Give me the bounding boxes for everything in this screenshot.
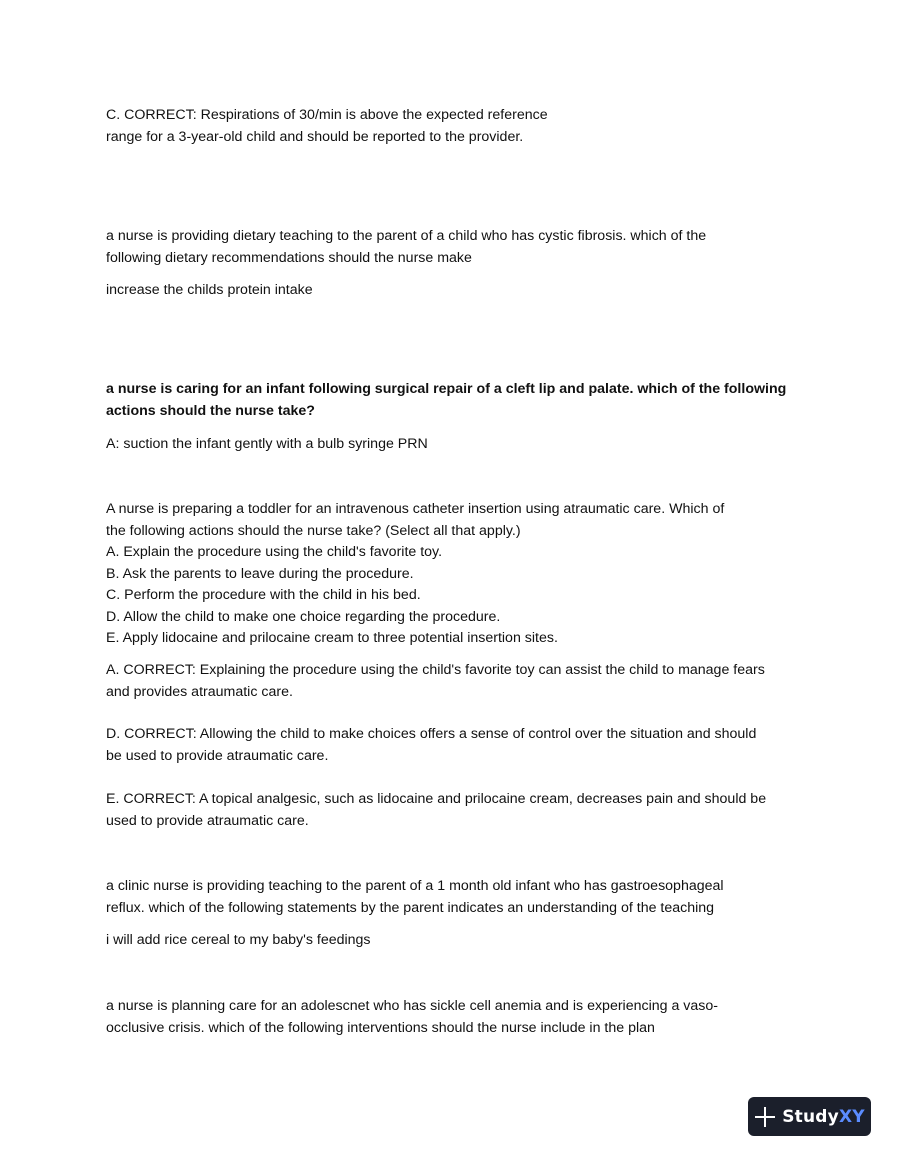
rationale-a	[106, 660, 796, 703]
question-atraumatic-care	[106, 499, 796, 650]
text-line: a nurse is caring for an infant following surgical repair of a cleft lip and palate. which of the following	[106, 381, 787, 397]
question-cystic-fibrosis	[106, 226, 796, 269]
logo-text-accent: XY	[838, 1106, 865, 1127]
text-line: following dietary recommendations should the nurse make	[106, 249, 472, 266]
text-line: A. CORRECT: Explaining the procedure using the child's favorite toy can assist the child to manage fears	[106, 662, 765, 678]
option-c: C. Perform the procedure with the child in his bed.	[106, 587, 421, 603]
text-line: the following actions should the nurse take? (Select all that apply.)	[106, 522, 521, 539]
option-a: A. Explain the procedure using the child's favorite toy.	[106, 544, 443, 560]
answer-cleft-lip	[106, 434, 796, 456]
answer-rationale-respirations	[106, 105, 796, 148]
rationale-d	[106, 724, 796, 767]
text-line: D. CORRECT: Allowing the child to make choices offers a sense of control over the situation and should	[106, 726, 757, 742]
text-line: and provides atraumatic care.	[106, 683, 293, 700]
option-e: E. Apply lidocaine and prilocaine cream to three potential insertion sites.	[106, 630, 558, 646]
option-d: D. Allow the child to make one choice regarding the procedure.	[106, 608, 501, 625]
logo-text-main: Study	[782, 1106, 839, 1127]
text-line: a nurse is providing dietary teaching to the parent of a child who has cystic fibrosis. which of the	[106, 228, 707, 244]
question-cleft-lip	[106, 379, 796, 422]
question-sickle-cell	[106, 996, 796, 1039]
text-line: range for a 3-year-old child and should be reported to the provider.	[106, 128, 524, 145]
text-line: actions should the nurse take?	[106, 402, 315, 419]
text-line: C. CORRECT: Respirations of 30/min is above the expected reference	[106, 107, 548, 123]
text-line: used to provide atraumatic care.	[106, 812, 309, 829]
text-line: a nurse is planning care for an adolescnet who has sickle cell anemia and is experiencing a vaso-	[106, 998, 718, 1014]
plus-icon	[754, 1106, 776, 1128]
text-line: A nurse is preparing a toddler for an intravenous catheter insertion using atraumatic care. Which of	[106, 501, 725, 517]
text-line: i will add rice cereal to my baby's feedings	[106, 932, 371, 948]
answer-reflux	[106, 930, 796, 952]
text-line: A: suction the infant gently with a bulb syringe PRN	[106, 436, 428, 452]
studyxy-logo[interactable]	[748, 1097, 871, 1136]
logo-text	[782, 1107, 865, 1127]
text-line: a clinic nurse is providing teaching to the parent of a 1 month old infant who has gastroesophageal	[106, 878, 724, 894]
answer-cystic-fibrosis	[106, 280, 796, 302]
question-reflux	[106, 876, 796, 919]
text-line: occlusive crisis. which of the following interventions should the nurse include in the plan	[106, 1019, 655, 1036]
option-b: B. Ask the parents to leave during the procedure.	[106, 565, 414, 582]
text-line: be used to provide atraumatic care.	[106, 747, 329, 764]
text-line: reflux. which of the following statements by the parent indicates an understanding of the teaching	[106, 899, 715, 916]
text-line: E. CORRECT: A topical analgesic, such as lidocaine and prilocaine cream, decreases pain and should be	[106, 791, 767, 807]
rationale-e	[106, 789, 796, 832]
text-line: increase the childs protein intake	[106, 282, 313, 298]
